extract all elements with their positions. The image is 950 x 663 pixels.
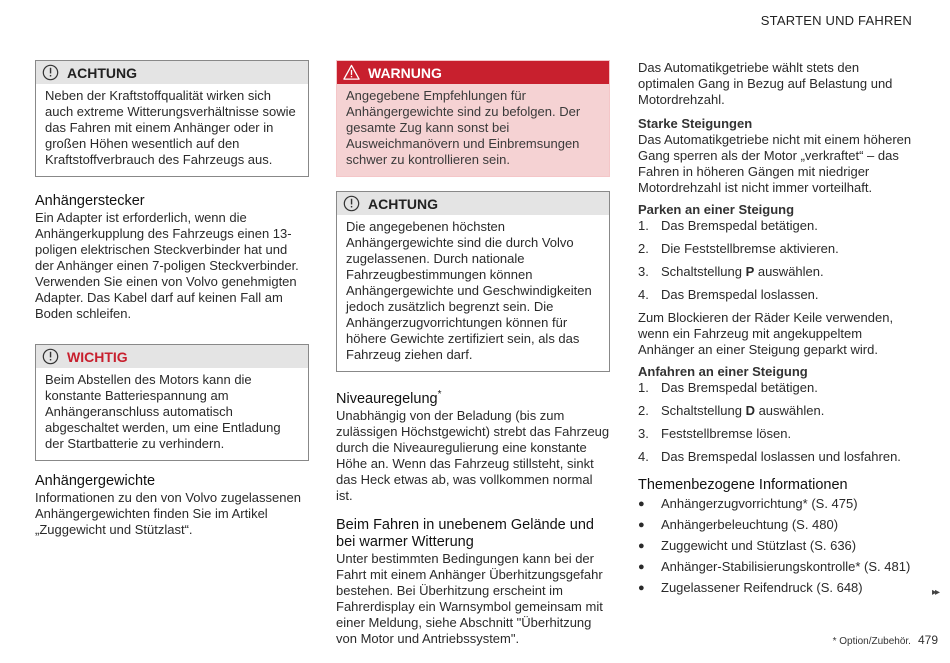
wichtig-title: WICHTIG xyxy=(67,348,128,365)
running-header: STARTEN UND FAHREN xyxy=(760,13,912,28)
related-link-text[interactable]: Zugelassener Reifendruck (S. 648) xyxy=(661,580,863,595)
warning-triangle-icon xyxy=(343,64,360,81)
achtung-text: Neben der Kraftstoffqualität wirken sich auch extreme Witterungsverhältnisse sowie das Fahren mit einem Anhänger oder in großen Höhen wesentlich auf den Kraftstoffverbrauch des Fahrzeugs aus. xyxy=(45,88,296,167)
related-link[interactable] xyxy=(638,538,914,554)
achtung-header xyxy=(36,61,308,84)
anhaengerstecker-heading: Anhängerstecker xyxy=(35,193,145,209)
related-link[interactable] xyxy=(638,517,914,533)
section-niveauregelung xyxy=(336,386,610,504)
option-mark: * xyxy=(437,389,442,400)
anhaengergewichte-heading: Anhängergewichte xyxy=(35,473,156,489)
related-link-text[interactable]: Anhängerzugvorrichtung* (S. 475) xyxy=(661,496,858,511)
step-text: Schaltstellung P auswählen. xyxy=(661,264,824,279)
bullet-icon: ● xyxy=(638,498,645,510)
footnote: * Option/Zubehör. xyxy=(832,636,911,647)
list-item xyxy=(638,264,914,280)
step-number: 3. xyxy=(638,264,649,279)
related-links xyxy=(638,496,914,596)
anfahren-heading: Anfahren an einer Steigung xyxy=(638,364,808,379)
column-1 xyxy=(35,60,309,554)
parken-heading: Parken an einer Steigung xyxy=(638,202,795,217)
achtung-title-2: ACHTUNG xyxy=(368,195,438,212)
step-text: Feststellbremse lösen. xyxy=(661,426,792,441)
step-number: 3. xyxy=(638,426,649,441)
wichtig-box xyxy=(35,344,309,461)
related-link-text[interactable]: Anhänger-Stabilisierungskontrolle* (S. 481) xyxy=(661,559,911,574)
niveauregelung-heading xyxy=(336,386,610,408)
achtung-box xyxy=(35,60,309,177)
list-item xyxy=(638,241,914,257)
list-item xyxy=(638,287,914,303)
info-circle-icon xyxy=(343,195,360,212)
section-gelaende xyxy=(336,517,610,647)
related-link-text[interactable]: Zuggewicht und Stützlast (S. 636) xyxy=(661,538,857,553)
step-number: 1. xyxy=(638,218,649,233)
steigungen-text: Das Automatikgetriebe nicht mit einem höheren Gang sperren als der Motor „verkraftet“ – das Fahren in höheren Gängen mit niedriger Motordrehzahl ist nicht immer vorteilhaft. xyxy=(638,132,912,195)
intro-text: Das Automatikgetriebe wählt stets den optimalen Gang in Bezug auf Belastung und Motordrehzahl. xyxy=(638,60,893,107)
niveauregelung-title: Niveauregelung xyxy=(336,390,438,407)
list-item xyxy=(638,218,914,234)
anhaengergewichte-text: Informationen zu den von Volvo zugelassenen Anhängergewichten finden Sie im Artikel „Zuggewicht und Stützlast“. xyxy=(35,490,301,537)
step-number: 4. xyxy=(638,287,649,302)
column-2 xyxy=(336,60,610,663)
step-number: 1. xyxy=(638,380,649,395)
step-number: 4. xyxy=(638,449,649,464)
step-number: 2. xyxy=(638,241,649,256)
column-3 xyxy=(638,60,914,601)
page-footer xyxy=(833,633,938,647)
step-text: Das Bremspedal betätigen. xyxy=(661,380,818,395)
achtung-text-2: Die angegebenen höchsten Anhängergewichte sind die durch Volvo zugelassenen. Durch nationale Fahrzeugbestimmungen können Anhängergewichte und Geschwindigkeiten jedoch zusätzlich begrenzt sein. Die Anhängerzugvorrichtungen können für höhere Gewichte zertifiziert sein, als das Fahrzeug ziehen darf. xyxy=(346,219,592,362)
wichtig-text: Beim Abstellen des Motors kann die konstante Batteriespannung am Anhängeranschluss automatisch abgeschaltet werden, um eine Entladung der Startbatterie zu verhindern. xyxy=(45,372,281,451)
related-link[interactable] xyxy=(638,559,914,575)
step-text: Das Bremspedal loslassen und losfahren. xyxy=(661,449,901,464)
bullet-icon: ● xyxy=(638,519,645,531)
anfahren-steps xyxy=(638,380,914,465)
achtung-title: ACHTUNG xyxy=(67,64,137,81)
warnung-text: Angegebene Empfehlungen für Anhängergewichte sind zu befolgen. Der gesamte Zug kann sonst bei Ausweichmanövern und Einbremsungen schwer zu kontrollieren sein. xyxy=(346,88,581,167)
list-item xyxy=(638,403,914,419)
info-circle-icon xyxy=(42,64,59,81)
niveauregelung-text: Unabhängig von der Beladung (bis zum zulässigen Höchstgewicht) strebt das Fahrzeug durch die Niveauregulierung eine konstante Höhe an. Wenn das Fahrzeug stillsteht, sinkt das Heck etwas ab, was vollkommen normal ist. xyxy=(336,407,610,503)
section-anhaengergewichte xyxy=(35,473,309,538)
warnung-header xyxy=(337,61,609,84)
bullet-icon: ● xyxy=(638,561,645,573)
warnung-box xyxy=(336,60,610,177)
parken-note: Zum Blockieren der Räder Keile verwenden, wenn ein Fahrzeug mit angekuppeltem Anhänger an einer Steigung geparkt wird. xyxy=(638,310,894,357)
gelaende-text: Unter bestimmten Bedingungen kann bei der Fahrt mit einem Anhänger Überhitzungsgefahr bestehen. Bei Überhitzung erscheint im Fahrerdisplay ein Warnsymbol gemeinsam mit einer Meldung, siehe Abschnitt "Überhitzung von Motor und Antriebssystem". xyxy=(336,550,603,646)
warnung-title: WARNUNG xyxy=(368,64,442,81)
steigungen-heading: Starke Steigungen xyxy=(638,116,753,131)
bullet-icon: ● xyxy=(638,540,645,552)
step-text: Schaltstellung D auswählen. xyxy=(661,403,825,418)
section-anhaengerstecker xyxy=(35,193,309,322)
bullet-icon: ● xyxy=(638,582,645,594)
step-text: Die Feststellbremse aktivieren. xyxy=(661,241,839,256)
related-link[interactable] xyxy=(638,496,914,512)
related-heading: Themenbezogene Informationen xyxy=(638,477,848,493)
important-circle-icon xyxy=(42,348,59,365)
list-item xyxy=(638,426,914,442)
page-number: 479 xyxy=(917,633,938,647)
step-text: Das Bremspedal betätigen. xyxy=(661,218,818,233)
wichtig-header xyxy=(36,345,308,368)
related-link-text[interactable]: Anhängerbeleuchtung (S. 480) xyxy=(661,517,839,532)
achtung-header-2 xyxy=(337,192,609,215)
related-link[interactable] xyxy=(638,580,914,596)
step-number: 2. xyxy=(638,403,649,418)
list-item xyxy=(638,449,914,465)
step-text: Das Bremspedal loslassen. xyxy=(661,287,819,302)
list-item xyxy=(638,380,914,396)
parken-steps xyxy=(638,218,914,303)
achtung-box-2 xyxy=(336,191,610,372)
anhaengerstecker-text: Ein Adapter ist erforderlich, wenn die Anhängerkupplung des Fahrzeugs einen 13-poligen elektrischen Steckverbinder hat und der Anhänger einen 7-poligen Steckverbinder. Verwenden Sie einen von Volvo genehmigten Adapter. Das Kabel darf auf keinen Fall am Boden schleifen. xyxy=(35,210,299,321)
continue-arrow-icon: ▸▸ xyxy=(931,587,938,598)
gelaende-heading: Beim Fahren in unebenem Gelände und bei warmer Witterung xyxy=(336,516,594,550)
